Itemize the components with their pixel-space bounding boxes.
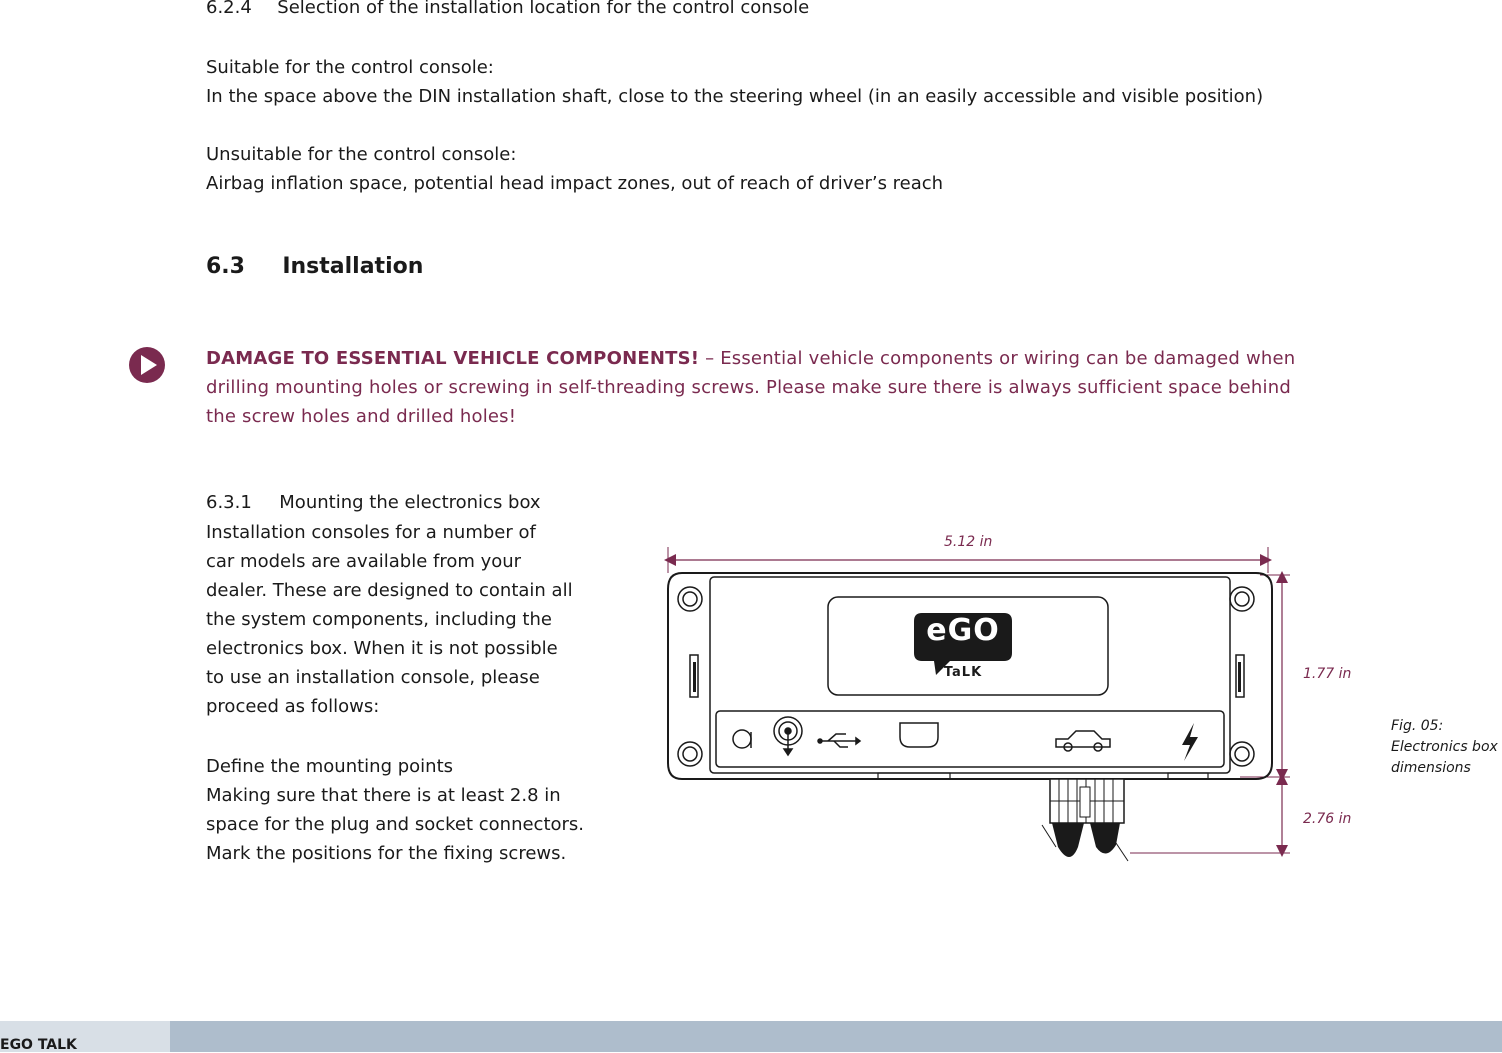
paragraph-line: proceed as follows: bbox=[206, 696, 380, 717]
warning-line-1 bbox=[206, 344, 1295, 373]
paragraph-line: Installation consoles for a number of bbox=[206, 522, 536, 543]
warning-line-3: the screw holes and drilled holes! bbox=[206, 406, 517, 427]
step-line: space for the plug and socket connectors. bbox=[206, 814, 585, 835]
power-bolt-icon bbox=[1182, 723, 1198, 761]
usb-icon bbox=[818, 734, 860, 747]
electronics-box-figure bbox=[660, 525, 1380, 870]
paragraph-line: to use an installation console, please bbox=[206, 667, 540, 688]
car-icon bbox=[1056, 731, 1110, 751]
section-631-number: 6.3.1 bbox=[206, 492, 252, 513]
audio-jack-icon bbox=[733, 730, 751, 748]
warning-line-1-text: – Essential vehicle components or wiring can be damaged when bbox=[699, 348, 1296, 369]
figure-caption bbox=[1391, 716, 1498, 779]
caption-line: Fig. 05: bbox=[1391, 718, 1444, 734]
network-port-icon bbox=[900, 723, 938, 747]
section-631-title: Mounting the electronics box bbox=[279, 492, 541, 513]
unsuitable-label: Unsuitable for the control console: bbox=[206, 144, 517, 165]
connector-dimension bbox=[1130, 779, 1290, 853]
section-63-number: 6.3 bbox=[206, 254, 245, 279]
section-624-number: 6.2.4 bbox=[206, 0, 252, 18]
footer-label: EGO TALK bbox=[0, 1037, 77, 1053]
section-63-title: Installation bbox=[282, 254, 424, 279]
caption-line: dimensions bbox=[1391, 760, 1471, 776]
section-624-title: Selection of the installation location for the control console bbox=[277, 0, 810, 18]
suitable-label: Suitable for the control console: bbox=[206, 57, 494, 78]
paragraph-line: the system components, including the bbox=[206, 609, 552, 630]
suitable-text: In the space above the DIN installation shaft, close to the steering wheel (in an easily accessible and visible position) bbox=[206, 86, 1264, 107]
section-631-paragraph bbox=[206, 518, 573, 721]
unsuitable-text: Airbag inflation space, potential head impact zones, out of reach of driver’s reach bbox=[206, 173, 944, 194]
section-631-heading bbox=[206, 492, 541, 513]
section-63-heading bbox=[206, 254, 423, 279]
section-631-steps bbox=[206, 752, 584, 868]
step-line: Mark the positions for the fixing screws. bbox=[206, 843, 567, 864]
dimension-height-label: 1.77 in bbox=[1303, 666, 1352, 682]
antenna-icon bbox=[774, 717, 802, 755]
connector-plug bbox=[1042, 779, 1128, 861]
logo-bottom-text: TaLK bbox=[943, 665, 983, 680]
footer-right-bar bbox=[170, 1021, 1502, 1052]
warning-line-2: drilling mounting holes or screwing in self-threading screws. Please make sure there is always sufficient space behind bbox=[206, 377, 1291, 398]
paragraph-line: electronics box. When it is not possible bbox=[206, 638, 558, 659]
step-line: Define the mounting points bbox=[206, 756, 453, 777]
warning-title: DAMAGE TO ESSENTIAL VEHICLE COMPONENTS! bbox=[206, 348, 700, 369]
logo-top-text: eGO bbox=[926, 613, 1000, 648]
paragraph-line: car models are available from your bbox=[206, 551, 522, 572]
warning-text bbox=[206, 344, 1295, 431]
section-624-heading bbox=[206, 0, 809, 18]
dimension-connector-label: 2.76 in bbox=[1303, 811, 1352, 827]
play-arrow-icon bbox=[128, 346, 166, 384]
step-line: Making sure that there is at least 2.8 in bbox=[206, 785, 561, 806]
width-dimension bbox=[668, 547, 1268, 573]
height-dimension bbox=[1240, 575, 1290, 777]
caption-line: Electronics box bbox=[1391, 739, 1498, 755]
dimension-width-label: 5.12 in bbox=[944, 534, 993, 550]
paragraph-line: dealer. These are designed to contain all bbox=[206, 580, 573, 601]
